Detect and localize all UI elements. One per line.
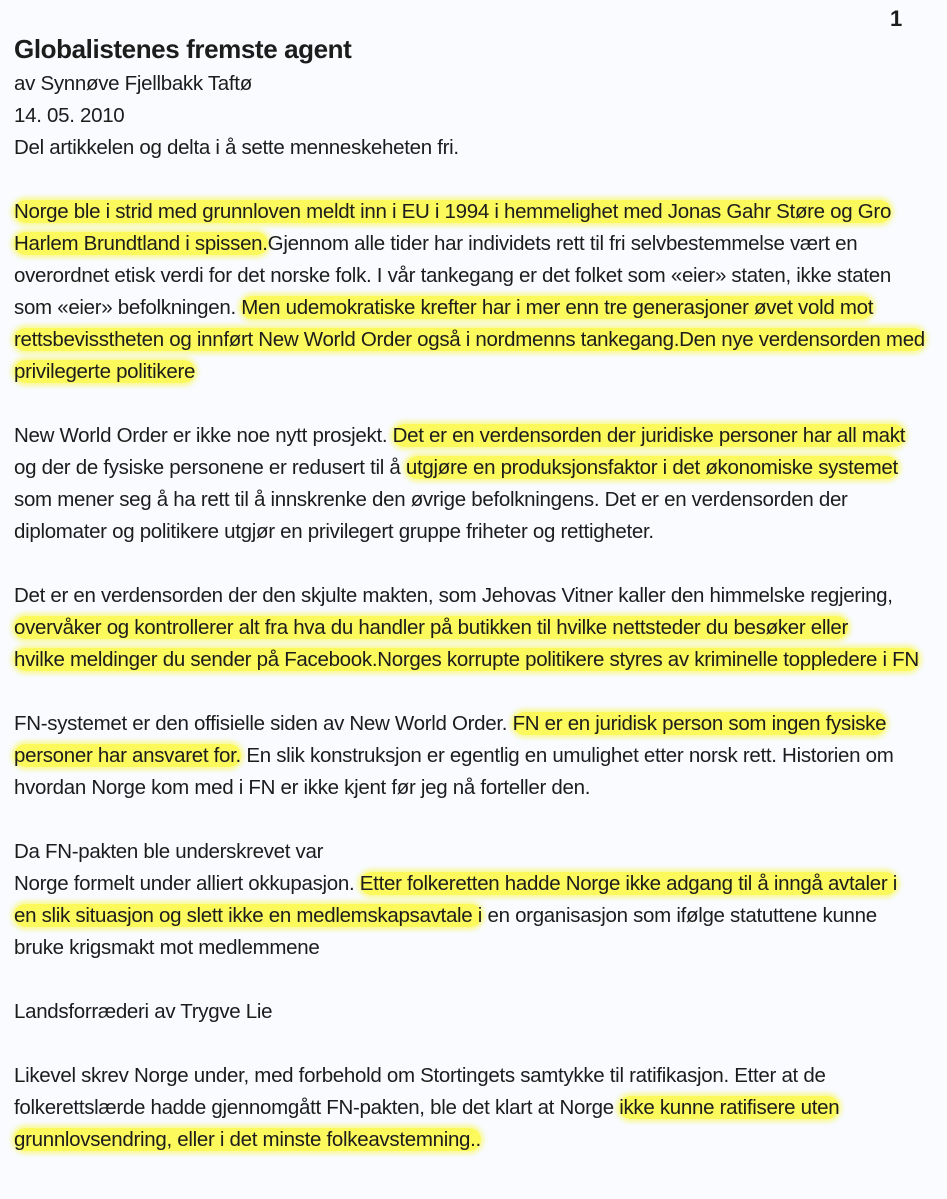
blank-line	[14, 1028, 939, 1060]
body-text: som «eier» befolkningen.	[14, 296, 242, 319]
article-date: 14. 05. 2010	[14, 104, 125, 127]
highlighted-text: Men udemokratiske krefter har i mer enn tre generasjoner øvet vold mot	[241, 296, 874, 319]
article-byline: av Synnøve Fjellbakk Taftø	[14, 72, 252, 95]
body-text: overordnet etisk verdi for det norske folk. I vår tankegang er det folket som «eier» staten, ikke staten	[14, 264, 891, 287]
body-line	[14, 580, 939, 612]
article-body	[14, 196, 939, 1156]
highlighted-text: privilegerte politikere	[14, 360, 196, 383]
body-text: bruke krigsmakt mot medlemmene	[14, 936, 320, 959]
body-line	[14, 1060, 939, 1092]
body-line	[14, 740, 939, 772]
blank-line	[14, 964, 939, 996]
body-line	[14, 772, 939, 804]
highlighted-text: rettsbevisstheten og innført New World Order også i nordmenns tankegang.Den nye verdensorden med	[14, 328, 925, 351]
body-line	[14, 1124, 939, 1156]
highlighted-text: en slik situasjon og slett ikke en medlemskapsavtale i	[14, 904, 483, 927]
body-line	[14, 996, 939, 1028]
page-number: 1	[890, 6, 903, 31]
body-line	[14, 836, 939, 868]
body-text: diplomater og politikere utgjør en privilegert gruppe friheter og rettigheter.	[14, 520, 654, 543]
body-line	[14, 484, 939, 516]
highlighted-text: Harlem Brundtland i spissen.	[14, 232, 268, 255]
highlighted-text: overvåker og kontrollerer alt fra hva du handler på butikken til hvilke nettsteder du besøker eller	[14, 616, 849, 639]
body-line	[14, 516, 939, 548]
body-line	[14, 900, 939, 932]
body-line	[14, 292, 939, 324]
highlighted-text: utgjøre en produksjonsfaktor i det økonomiske systemet	[405, 456, 898, 479]
highlighted-text: hvilke meldinger du sender på Facebook.Norges korrupte politikere styres av kriminelle toppledere i FN	[14, 648, 919, 671]
body-line	[14, 932, 939, 964]
body-line	[14, 644, 939, 676]
body-line	[14, 708, 939, 740]
body-text: Gjennom alle tider har individets rett til fri selvbestemmelse vært en	[267, 232, 858, 255]
blank-line	[14, 676, 939, 708]
highlighted-text: grunnlovsendring, eller i det minste folkeavstemning..	[14, 1128, 481, 1151]
highlighted-text: Det er en verdensorden der juridiske personer har all makt	[392, 424, 906, 447]
body-text: FN-systemet er den offisielle siden av New World Order.	[14, 712, 513, 735]
body-text: Det er en verdensorden der den skjulte makten, som Jehovas Vitner kaller den himmelske regjering,	[14, 584, 893, 607]
highlighted-text: Norge ble i strid med grunnloven meldt inn i EU i 1994 i hemmelighet med Jonas Gahr Støre og Gro	[14, 200, 892, 223]
share-text: Del artikkelen og delta i å sette menneskeheten fri.	[14, 136, 459, 159]
body-line	[14, 260, 939, 292]
body-line	[14, 228, 939, 260]
body-text: En slik konstruksjon er egentlig en umulighet etter norsk rett. Historien om	[240, 744, 894, 767]
body-line	[14, 356, 939, 388]
body-line	[14, 452, 939, 484]
body-text: Da FN-pakten ble underskrevet var	[14, 840, 324, 863]
body-text: Likevel skrev Norge under, med forbehold om Stortingets samtykke til ratifikasjon. Etter at de	[14, 1064, 826, 1087]
highlighted-text: Etter folkeretten hadde Norge ikke adgang til å inngå avtaler i	[359, 872, 898, 895]
body-text: folkerettslærde hadde gjennomgått FN-pakten, ble det klart at Norge	[14, 1096, 620, 1119]
spacer-line	[14, 164, 939, 196]
body-line	[14, 324, 939, 356]
body-line	[14, 196, 939, 228]
body-text: en organisasjon som ifølge statuttene kunne	[482, 904, 877, 927]
body-text: og der de fysiske personene er redusert til å	[14, 456, 406, 479]
highlighted-text: FN er en juridisk person som ingen fysiske	[512, 712, 887, 735]
blank-line	[14, 804, 939, 836]
body-text: hvordan Norge kom med i FN er ikke kjent før jeg nå forteller den.	[14, 776, 591, 799]
article-title: Globalistenes fremste agent	[14, 34, 352, 64]
body-text: Norge formelt under alliert okkupasjon.	[14, 872, 360, 895]
body-text: New World Order er ikke noe nytt prosjekt.	[14, 424, 393, 447]
highlighted-text: ikke kunne ratifisere uten	[619, 1096, 840, 1119]
blank-line	[14, 388, 939, 420]
highlighted-text: personer har ansvaret for.	[14, 744, 241, 767]
body-line	[14, 420, 939, 452]
body-line	[14, 612, 939, 644]
blank-line	[14, 548, 939, 580]
body-text: Landsforræderi av Trygve Lie	[14, 1000, 273, 1023]
article	[14, 34, 939, 1156]
body-line	[14, 1092, 939, 1124]
body-text: som mener seg å ha rett til å innskrenke den øvrige befolkningens. Det er en verdensorden der	[14, 488, 848, 511]
body-line	[14, 868, 939, 900]
